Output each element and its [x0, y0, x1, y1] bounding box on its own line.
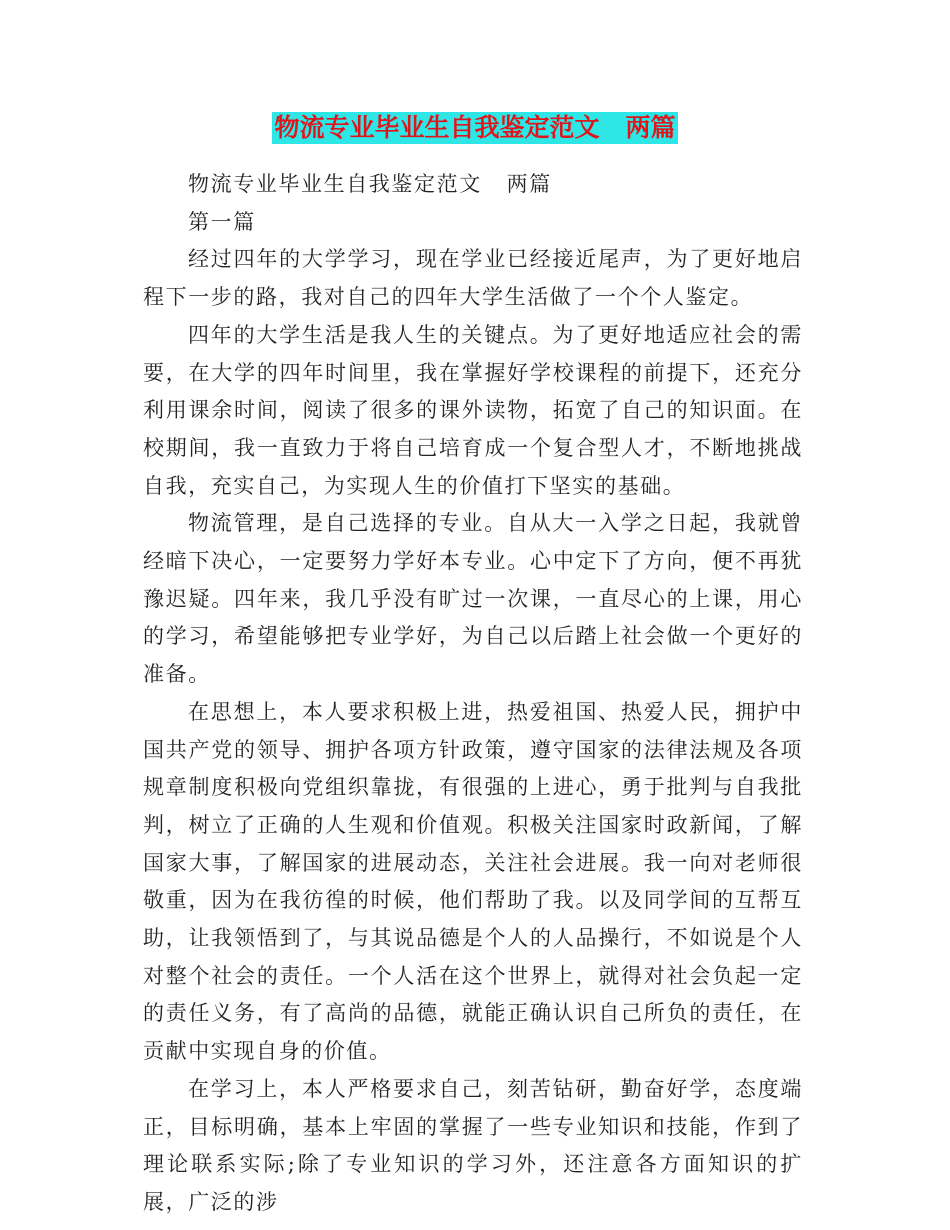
document-title-container	[0, 112, 950, 144]
paragraph: 在思想上，本人要求积极上进，热爱祖国、热爱人民，拥护中国共产党的领导、拥护各项方针政策，遵守国家的法律法规及各项规章制度积极向党组织靠拢，有很强的上进心，勇于批判与自我批判，树立了正确的人生观和价值观。积极关注国家时政新闻，了解国家大事，了解国家的进展动态，关注社会进展。我一向对老师很敬重，因为在我彷徨的时候，他们帮助了我。以及同学间的互帮互助，让我领悟到了，与其说品德是个人的人品操行，不如说是个人对整个社会的责任。一个人活在这个世界上，就得对社会负起一定的责任义务，有了高尚的品德，就能正确认识自己所负的责任，在贡献中实现自身的价值。	[143, 699, 803, 1064]
document-body	[143, 166, 803, 1222]
document-title: 物流专业毕业生自我鉴定范文 两篇	[274, 113, 676, 142]
paragraph: 在学习上，本人严格要求自己，刻苦钻研，勤奋好学，态度端正，目标明确，基本上牢固的掌握了一些专业知识和技能，作到了理论联系实际;除了专业知识的学习外，还注意各方面知识的扩展，广泛的涉	[143, 1076, 803, 1214]
paragraph: 物流管理，是自己选择的专业。自从大一入学之日起，我就曾经暗下决心，一定要努力学好本专业。心中定下了方向，便不再犹豫迟疑。四年来，我几乎没有旷过一次课，一直尽心的上课，用心的学习，希望能够把专业学好，为自己以后踏上社会做一个更好的准备。	[143, 511, 803, 687]
document-subtitle: 物流专业毕业生自我鉴定范文 两篇	[188, 172, 552, 196]
paragraph: 四年的大学生活是我人生的关键点。为了更好地适应社会的需要，在大学的四年时间里，我在掌握好学校课程的前提下，还充分利用课余时间，阅读了很多的课外读物，拓宽了自己的知识面。在校期间，我一直致力于将自己培育成一个复合型人才，不断地挑战自我，充实自己，为实现人生的价值打下坚实的基础。	[143, 322, 803, 498]
section-heading: 第一篇	[188, 209, 256, 234]
paragraph: 经过四年的大学学习，现在学业已经接近尾声，为了更好地启程下一步的路，我对自己的四年大学生活做了一个个人鉴定。	[143, 247, 803, 310]
